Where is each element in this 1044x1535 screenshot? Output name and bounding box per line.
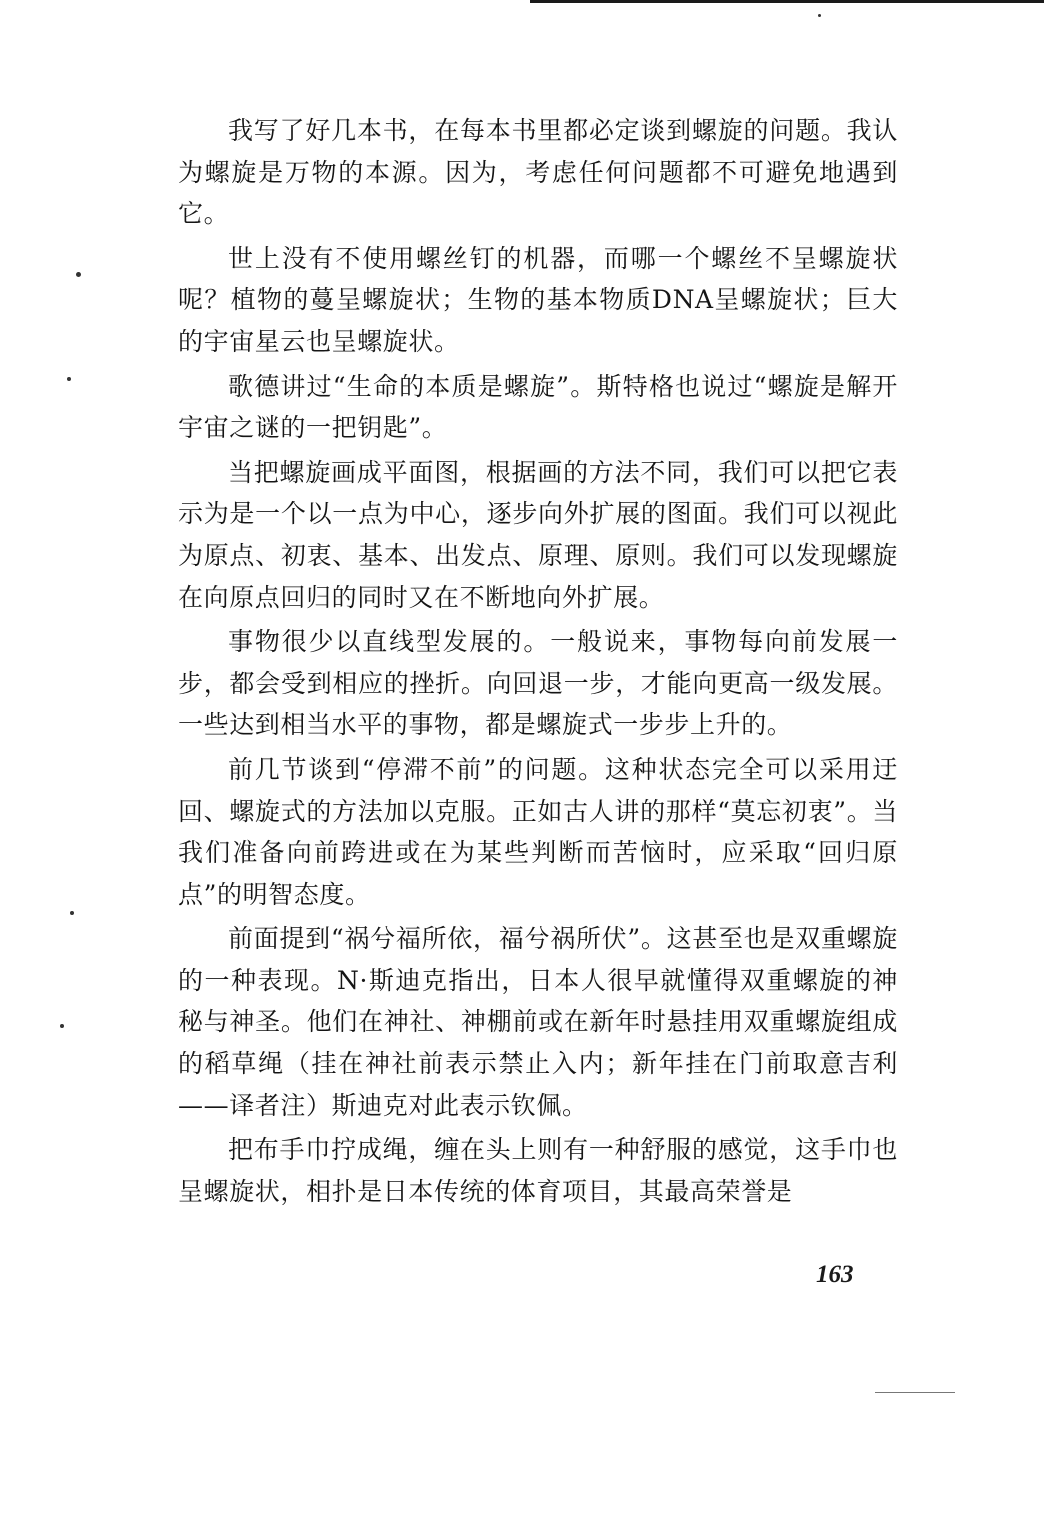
scan-line: [875, 1392, 955, 1393]
paragraph-2: 世上没有不使用螺丝钉的机器，而哪一个螺丝不呈螺旋状呢？植物的蔓呈螺旋状；生物的基本物质DNA呈螺旋状；巨大的宇宙星云也呈螺旋状。: [178, 243, 898, 356]
paragraph-5: 事物很少以直线型发展的。一般说来，事物每向前发展一步，都会受到相应的挫折。向回退一步，才能向更高一级发展。一些达到相当水平的事物，都是螺旋式一步步上升的。: [178, 627, 898, 740]
paragraph-6: 前几节谈到“停滞不前”的问题。这种状态完全可以采用迂回、螺旋式的方法加以克服。正如古人讲的那样“莫忘初衷”。当我们准备向前跨进或在为某些判断而苦恼时，应采取“回归原点”的明智态度。: [178, 754, 898, 909]
paragraph-1: 我写了好几本书，在每本书里都必定谈到螺旋的问题。我认为螺旋是万物的本源。因为，考虑任何问题都不可避免地遇到它。: [178, 116, 898, 229]
paragraph-4: 当把螺旋画成平面图，根据画的方法不同，我们可以把它表示为是一个以一点为中心，逐步向外扩展的图面。我们可以视此为原点、初衷、基本、出发点、原理、原则。我们可以发现螺旋在向原点回归的同时又在不断地向外扩展。: [178, 457, 898, 612]
paragraph-8: 把布手巾拧成绳，缠在头上则有一种舒服的感觉，这手巾也呈螺旋状，相扑是日本传统的体育项目，其最高荣誉是: [178, 1135, 898, 1206]
top-edge-rule: [530, 0, 1044, 3]
paragraph-7: 前面提到“祸兮福所依，福兮祸所伏”。这甚至也是双重螺旋的一种表现。N·斯迪克指出，日本人很早就懂得双重螺旋的神秘与神圣。他们在神社、神棚前或在新年时悬挂用双重螺旋组成的稻草绳（挂在神社前表示禁止入内；新年挂在门前取意吉利——译者注）斯迪克对此表示钦佩。: [178, 924, 898, 1120]
scan-speck: [60, 1024, 64, 1028]
scan-speck: [818, 14, 821, 17]
scan-speck: [70, 911, 74, 915]
scan-speck: [76, 272, 81, 277]
page-number: 163: [816, 1261, 854, 1288]
scan-speck: [67, 377, 71, 381]
paragraph-3: 歌德讲过“生命的本质是螺旋”。斯特格也说过“螺旋是解开宇宙之谜的一把钥匙”。: [178, 371, 898, 443]
body-text: [178, 110, 898, 1215]
